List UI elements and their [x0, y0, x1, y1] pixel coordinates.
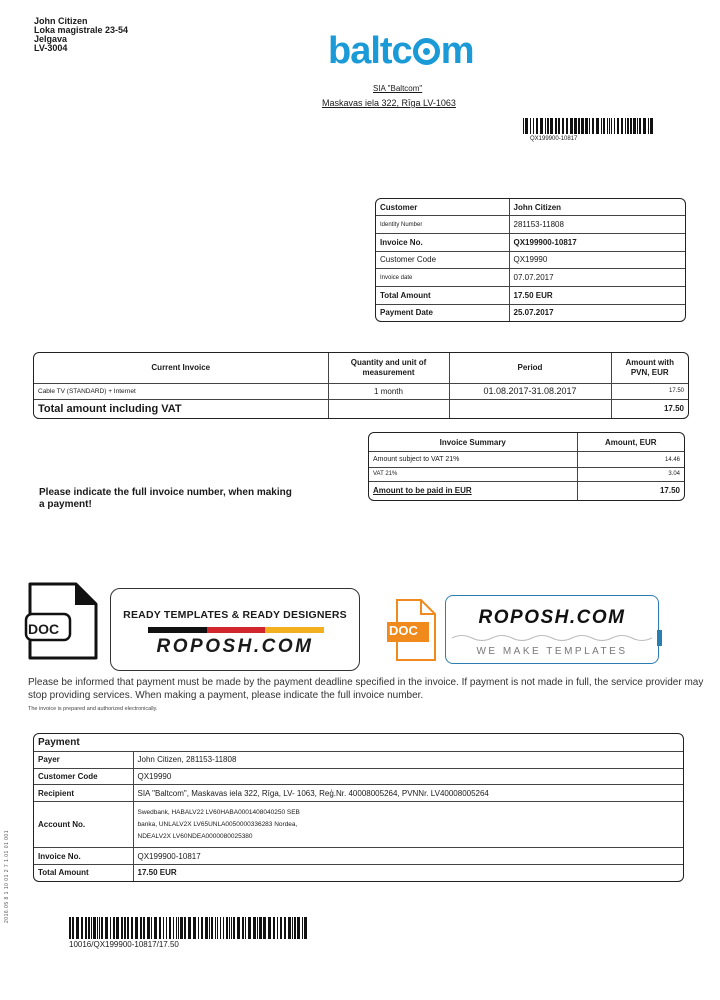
sender-company: SIA "Baltcom"	[373, 84, 423, 93]
barcode-bar	[648, 118, 649, 134]
barcode-bar	[93, 917, 96, 939]
table-row	[34, 864, 683, 881]
barcode-bar	[242, 917, 244, 939]
stripe-yellow	[265, 627, 324, 633]
vat-value: 3.04	[577, 467, 684, 481]
barcode-bar	[574, 118, 577, 134]
barcode-bar	[566, 118, 568, 134]
barcode-bar	[540, 118, 543, 134]
barcode-bar	[650, 118, 653, 134]
barcode-bar	[166, 917, 167, 939]
barcode-bar	[627, 118, 629, 134]
barcode-bar	[603, 118, 605, 134]
baltcom-logo	[328, 30, 474, 73]
barcode-bar	[280, 917, 282, 939]
barcode-bar	[176, 917, 177, 939]
recipient-value: SIA "Baltcom", Maskavas iela 322, Rīga, LV- 1063, Reģ.Nr. 40008005264, PVNNr. LV40008005264	[133, 785, 683, 802]
logo-text-start: baltc	[328, 30, 412, 72]
empty-cell	[328, 399, 449, 418]
recipient-street: Loka magistrale 23-54	[34, 25, 129, 35]
barcode-bar	[76, 917, 79, 939]
barcode-bar	[639, 118, 641, 134]
banner-brand: ROPOSH.COM	[156, 636, 314, 657]
payment-title: Payment	[34, 734, 683, 752]
invoice-date-value: 07.07.2017	[509, 269, 685, 287]
barcode-bar	[578, 118, 580, 134]
barcode-bar	[643, 118, 646, 134]
barcode-bar	[97, 917, 98, 939]
doc-icon-label: DOC	[28, 621, 60, 637]
bottom-barcode-label: 10016/QX199900-10817/17.50	[69, 940, 179, 949]
barcode-bar	[180, 917, 183, 939]
ready-templates-banner	[110, 588, 360, 671]
barcode-bar	[124, 917, 126, 939]
invoice-no-label: Invoice No.	[376, 233, 509, 251]
barcode-bar	[523, 118, 524, 134]
table-row	[34, 768, 683, 785]
payment-table	[33, 733, 684, 882]
pay-invoice-label: Invoice No.	[34, 848, 133, 865]
logo-o-icon	[413, 38, 440, 65]
barcode-bar	[101, 917, 103, 939]
flag-stripes	[148, 627, 324, 633]
barcode-bar	[294, 917, 296, 939]
pay-total-value: 17.50 EUR	[133, 864, 683, 881]
barcode-bar	[570, 118, 573, 134]
barcode-bar	[121, 917, 123, 939]
table-row	[376, 233, 685, 251]
barcode-bar	[589, 118, 590, 134]
payment-date-value: 25.07.2017	[509, 304, 685, 321]
account-line: Swedbank, HABALV22 LV60HABA0001408040250 SEB	[137, 808, 300, 816]
table-row	[376, 269, 685, 287]
table-row	[34, 801, 683, 848]
barcode-bar	[614, 118, 615, 134]
barcode-bar	[143, 917, 145, 939]
stripe-black	[148, 627, 207, 633]
barcode-bar	[547, 118, 549, 134]
barcode-bar	[147, 917, 150, 939]
barcode-bar	[193, 917, 196, 939]
roposh-banner	[445, 595, 659, 664]
barcode-bar	[637, 118, 638, 134]
account-line: banka, UNLALV2X LV65UNLA0050000336283 Nordea,	[137, 820, 298, 828]
barcode-bar	[91, 917, 92, 939]
customer-header-label: Customer	[376, 199, 509, 216]
barcode-bar	[72, 917, 74, 939]
table-row	[369, 467, 684, 481]
barcode-bar	[135, 917, 138, 939]
barcode-bar	[621, 118, 623, 134]
barcode-bar	[69, 917, 71, 939]
barcode-bar	[617, 118, 619, 134]
barcode-bar	[633, 118, 636, 134]
summary-header	[369, 433, 684, 452]
barcode-bar	[601, 118, 602, 134]
barcode-bar	[231, 917, 232, 939]
barcode-bar	[297, 917, 300, 939]
payer-label: Payer	[34, 752, 133, 769]
barcode-bar	[217, 917, 218, 939]
invoice-period: 01.08.2017-31.08.2017	[449, 383, 611, 399]
invoice-total-amount: 17.50	[611, 399, 688, 418]
banner2-tagline: WE MAKE TEMPLATES	[476, 646, 628, 657]
barcode-bar	[226, 917, 228, 939]
total-amount-label: Total Amount	[376, 286, 509, 304]
barcode-bar	[596, 118, 599, 134]
barcode-bar	[220, 917, 221, 939]
barcode-bar	[188, 917, 191, 939]
amount-to-pay-value: 17.50	[577, 481, 684, 500]
sender-address: Maskavas iela 322, Rīga LV-1063	[322, 98, 456, 108]
barcode-bar	[184, 917, 186, 939]
barcode-bar	[237, 917, 240, 939]
doc-orange-label: DOC	[389, 623, 418, 638]
barcode-bar	[292, 917, 293, 939]
table-row	[376, 251, 685, 269]
col-period: Period	[449, 353, 611, 383]
recipient-name: John Citizen	[34, 16, 88, 26]
barcode-bar	[630, 118, 632, 134]
barcode-bar	[229, 917, 230, 939]
barcode-bar	[211, 917, 213, 939]
barcode-bar	[253, 917, 256, 939]
payment-date-label: Payment Date	[376, 304, 509, 321]
barcode-bar	[151, 917, 152, 939]
customer-info-table	[375, 198, 686, 322]
summary-col-label: Invoice Summary	[369, 433, 577, 452]
recipient-label: Recipient	[34, 785, 133, 802]
barcode-bar	[159, 917, 161, 939]
top-barcode	[523, 118, 655, 134]
barcode-bar	[81, 917, 83, 939]
table-row	[376, 304, 685, 321]
table-row	[376, 286, 685, 304]
recipient-postal: LV-3004	[34, 43, 68, 53]
summary-total-row	[369, 481, 684, 500]
barcode-bar	[558, 118, 560, 134]
account-label: Account No.	[34, 801, 133, 848]
barcode-bar	[105, 917, 108, 939]
barcode-bar	[113, 917, 115, 939]
barcode-bar	[169, 917, 171, 939]
logo-text-end: m	[440, 30, 474, 72]
barcode-bar	[85, 917, 87, 939]
banner-side-tab	[657, 630, 662, 646]
invoice-date-label: Invoice date	[376, 269, 509, 287]
barcode-bar	[533, 118, 534, 134]
current-invoice-header	[34, 353, 688, 383]
barcode-bar	[245, 917, 246, 939]
banner-tagline: READY TEMPLATES & READY DESIGNERS	[123, 609, 347, 621]
barcode-bar	[198, 917, 199, 939]
barcode-bar	[550, 118, 553, 134]
empty-cell	[449, 399, 611, 418]
barcode-bar	[562, 118, 564, 134]
barcode-bar	[209, 917, 210, 939]
barcode-bar	[257, 917, 258, 939]
invoice-quantity: 1 month	[328, 383, 449, 399]
banner2-brand: ROPOSH.COM	[478, 607, 626, 628]
stripe-red	[207, 627, 266, 633]
barcode-bar	[99, 917, 100, 939]
barcode-bar	[545, 118, 546, 134]
table-row	[376, 216, 685, 234]
barcode-bar	[611, 118, 612, 134]
current-invoice-table	[33, 352, 689, 419]
barcode-bar	[273, 917, 275, 939]
identity-label: Identity Number	[376, 216, 509, 234]
table-row	[34, 785, 683, 802]
barcode-bar	[530, 118, 531, 134]
pay-total-label: Total Amount	[34, 864, 133, 881]
table-row	[369, 452, 684, 468]
barcode-bar	[215, 917, 216, 939]
account-line: NDEALV2X LV60NDEA0000080025380	[137, 832, 253, 840]
side-code: 2016.05 8 1 10 01 2 7 1.01 01 001	[4, 830, 10, 923]
col-quantity: Quantity and unit of measurement	[328, 353, 449, 383]
barcode-bar	[201, 917, 203, 939]
table-row	[34, 383, 688, 399]
barcode-bar	[525, 118, 528, 134]
barcode-bar	[205, 917, 208, 939]
barcode-bar	[263, 917, 266, 939]
barcode-bar	[592, 118, 594, 134]
wave-decoration	[452, 633, 652, 643]
customer-code-label: Customer Code	[376, 251, 509, 269]
barcode-bar	[154, 917, 157, 939]
invoice-item: Cable TV (STANDARD) + Internet	[34, 383, 328, 399]
pay-customer-code-value: QX19990	[133, 768, 683, 785]
col-current-invoice: Current Invoice	[34, 353, 328, 383]
barcode-bar	[585, 118, 588, 134]
barcode-bar	[223, 917, 224, 939]
customer-code-value: QX19990	[509, 251, 685, 269]
recipient-address	[34, 17, 128, 53]
amount-to-pay-label: Amount to be paid in EUR	[369, 481, 577, 500]
barcode-bar	[140, 917, 142, 939]
barcode-bar	[163, 917, 164, 939]
barcode-bar	[607, 118, 608, 134]
invoice-total-label: Total amount including VAT	[34, 399, 328, 418]
payment-title-row	[34, 734, 683, 752]
barcode-bar	[581, 118, 584, 134]
barcode-bar	[536, 118, 538, 134]
barcode-bar	[178, 917, 179, 939]
barcode-bar	[609, 118, 610, 134]
invoice-amount: 17.50	[611, 383, 688, 399]
barcode-bar	[131, 917, 133, 939]
payment-note: Please indicate the full invoice number, when making a payment!	[39, 487, 292, 510]
invoice-no-value: QX199900-10817	[509, 233, 685, 251]
payment-disclaimer: Please be informed that payment must be made by the payment deadline specified in the invoice. If payment is not made in full, the service provider may stop providing services. When making a payment, please indicate the full invoice number.	[28, 677, 704, 701]
vat-base-label: Amount subject to VAT 21%	[369, 452, 577, 468]
barcode-bar	[248, 917, 251, 939]
barcode-bar	[127, 917, 129, 939]
bottom-barcode	[69, 917, 309, 939]
customer-header-value: John Citizen	[509, 199, 685, 216]
recipient-city: Jelgava	[34, 34, 68, 44]
barcode-bar	[110, 917, 111, 939]
pay-customer-code-label: Customer Code	[34, 768, 133, 785]
invoice-total-row	[34, 399, 688, 418]
invoice-summary-table	[368, 432, 685, 501]
barcode-bar	[288, 917, 291, 939]
identity-value: 281153-11808	[509, 216, 685, 234]
table-row	[34, 752, 683, 769]
barcode-bar	[116, 917, 119, 939]
barcode-bar	[625, 118, 626, 134]
summary-col-amount: Amount, EUR	[577, 433, 684, 452]
customer-header-row	[376, 199, 685, 216]
table-row	[34, 848, 683, 865]
electronic-note: The invoice is prepared and authorized electronically.	[28, 706, 158, 712]
col-amount: Amount with PVN, EUR	[611, 353, 688, 383]
barcode-bar	[259, 917, 262, 939]
vat-label: VAT 21%	[369, 467, 577, 481]
barcode-bar	[302, 917, 303, 939]
barcode-bar	[88, 917, 90, 939]
barcode-bar	[268, 917, 271, 939]
barcode-bar	[173, 917, 174, 939]
barcode-bar	[555, 118, 557, 134]
barcode-bar	[233, 917, 235, 939]
total-amount-value: 17.50 EUR	[509, 286, 685, 304]
payer-value: John Citizen, 281153-11808	[133, 752, 683, 769]
account-value	[133, 801, 683, 848]
top-barcode-label: QX199900-10817	[530, 136, 578, 142]
vat-base-value: 14.46	[577, 452, 684, 468]
barcode-bar	[277, 917, 278, 939]
pay-invoice-value: QX199900-10817	[133, 848, 683, 865]
barcode-bar	[284, 917, 286, 939]
barcode-bar	[304, 917, 307, 939]
